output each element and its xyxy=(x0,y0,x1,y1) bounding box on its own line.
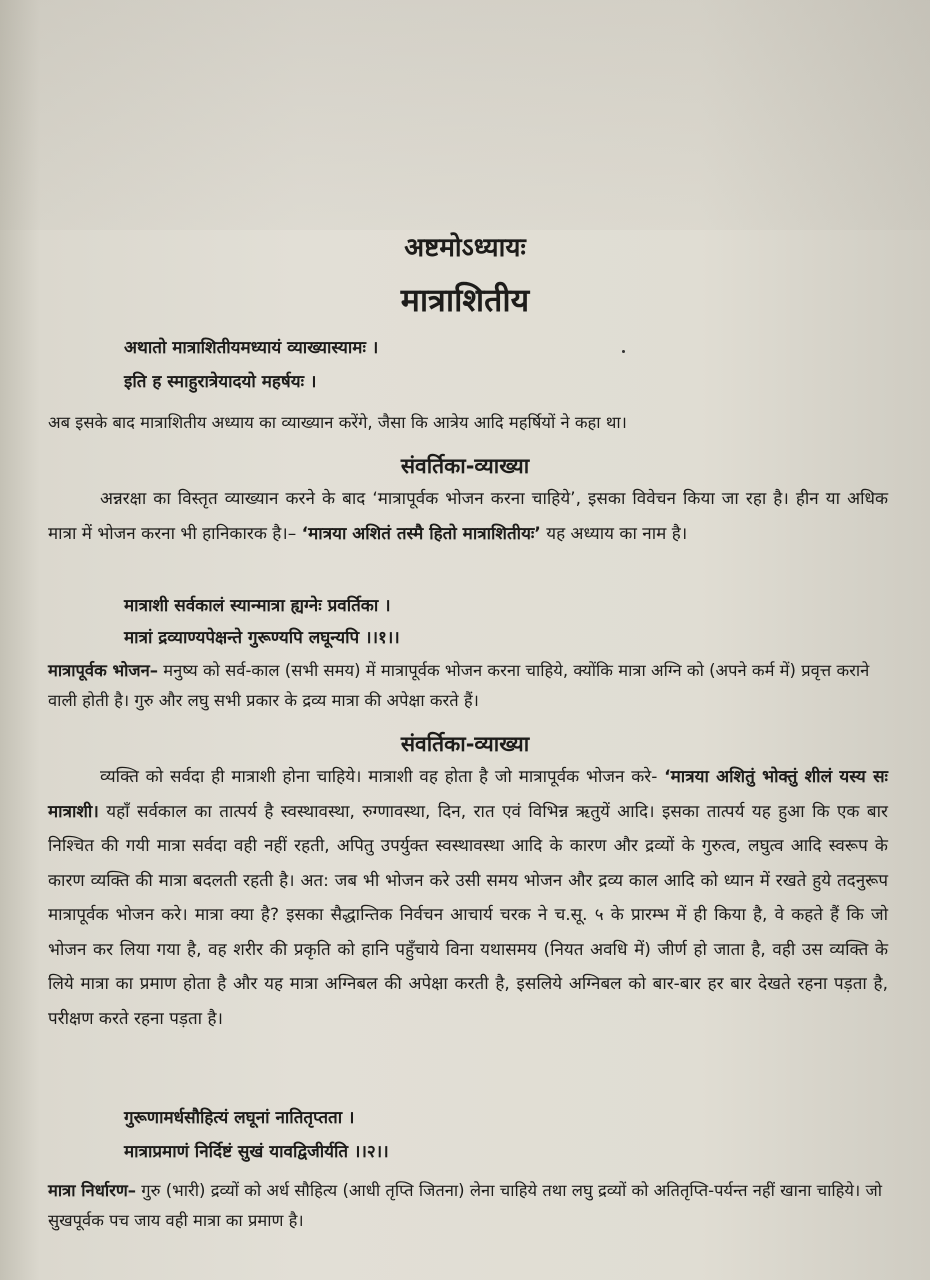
gloss-1 xyxy=(48,656,890,716)
commentary-heading-1: संवर्तिका-व्याख्या xyxy=(400,454,530,478)
commentary-paragraph-2 xyxy=(48,760,888,1036)
verse-2-line-1: गुरूणामर्धसौहित्यं लघूनां नातितृप्तता । xyxy=(124,1108,355,1128)
commentary-1-quote: ‘मात्रया अशितं तस्मै हितो मात्राशितीयः’ xyxy=(301,523,541,544)
intro-translation: अब इसके बाद मात्राशितीय अध्याय का व्याख्यान करेंगे, जैसा कि आत्रेय आदि महर्षियों ने कहा था। xyxy=(48,413,627,432)
verse-1 xyxy=(124,592,400,652)
commentary-2-quote: ‘मात्रया अशितुं भोक्तुं शीलं यस्य सः मात्राशी। xyxy=(48,767,888,822)
ink-speck xyxy=(622,350,625,353)
gloss-2 xyxy=(48,1176,890,1236)
intro-verse-line-1: अथातो मात्राशितीयमध्यायं व्याख्यास्यामः । xyxy=(124,338,379,358)
chapter-heading: अष्टमोऽध्यायः xyxy=(404,233,526,263)
commentary-paragraph-1 xyxy=(48,482,888,551)
verse-1-line-2: मात्रां द्रव्याण्यपेक्षन्ते गुरूण्यपि लघून्यपि ।।१।। xyxy=(124,628,400,648)
gloss-1-text: मनुष्य को सर्व-काल (सभी समय) में मात्रापूर्वक भोजन करना चाहिये, क्योंकि मात्रा अग्नि को (अपने कर्म में) प्रवृत्त कराने वाली होती है। गुरु और लघु सभी प्रकार के द्रव्य मात्रा की अपेक्षा करते हैं। xyxy=(48,661,870,710)
commentary-heading-2: संवर्तिका-व्याख्या xyxy=(400,732,530,756)
intro-verse xyxy=(124,334,378,396)
gloss-2-text: गुरु (भारी) द्रव्यों को अर्ध सौहित्य (आधी तृप्ति जितना) लेना चाहिये तथा लघु द्रव्यों को अतितृप्ति-पर्यन्त नहीं खाना चाहिये। जो सुखपूर्वक पच जाय वही मात्रा का प्रमाण है। xyxy=(48,1181,882,1230)
commentary-1-text-a: अन्नरक्षा का विस्तृत व्याख्यान करने के बाद ‘मात्रापूर्वक भोजन करना चाहिये’, इसका विवेचन किया जा रहा है। हीन या अधिक मात्रा में भोजन करना भी हानिकारक है।– xyxy=(48,489,888,544)
intro-verse-line-2: इति ह स्माहुरात्रेयादयो महर्षयः । xyxy=(124,372,317,392)
show-through-shadow xyxy=(0,0,930,230)
verse-1-line-1: मात्राशी सर्वकालं स्यान्मात्रा ह्यग्नेः प्रवर्तिका । xyxy=(124,596,391,616)
chapter-title: मात्राशितीय xyxy=(400,281,530,319)
verse-2-line-2: मात्राप्रमाणं निर्दिष्टं सुखं यावद्विजीर्यति ।।२।। xyxy=(124,1142,389,1162)
commentary-2-text-a: व्यक्ति को सर्वदा ही मात्राशी होना चाहिये। मात्राशी वह होता है जो मात्रापूर्वक भोजन करे- xyxy=(100,767,665,787)
commentary-1-text-b: यह अध्याय का नाम है। xyxy=(540,523,688,544)
commentary-2-text-b: यहाँ सर्वकाल का तात्पर्य है स्वस्थावस्था, रुग्णावस्था, दिन, रात एवं विभिन्न ऋतुयें आदि। इसका तात्पर्य यह हुआ कि एक बार निश्चित की गयी मात्रा सर्वदा वही नहीं रहती, अपितु उपर्युक्त स्वस्थावस्था आदि के कारण और द्रव्यों के गुरुत्व, लघुत्व आदि स्वरूप के कारण व्यक्ति की मात्रा बदलती रहती है। अत: जब भी भोजन करे उसी समय भोजन और द्रव्य काल आदि को ध्यान में रखते हुये तदनुरूप मात्रापूर्वक भोजन करे। मात्रा क्या है? इसका सैद्धान्तिक निर्वचन आचार्य चरक ने च.सू. ५ के प्रारम्भ में ही किया है, वे कहते हैं कि जो भोजन कर लिया गया है, वह शरीर की प्रकृति को हानि पहुँचाये विना यथासमय (नियत अवधि में) जीर्ण हो जाता है, वही उस व्यक्ति के लिये मात्रा का प्रमाण होता है और यह मात्रा अग्निबल की अपेक्षा करती है, इसलिये अग्निबल को बार-बार हर बार देखते रहना पड़ता है, परीक्षण करते रहना पड़ता है। xyxy=(48,801,888,1029)
verse-2 xyxy=(124,1104,389,1166)
gloss-1-term: मात्रापूर्वक भोजन– xyxy=(48,661,159,680)
gloss-2-term: मात्रा निर्धारण– xyxy=(48,1181,137,1200)
